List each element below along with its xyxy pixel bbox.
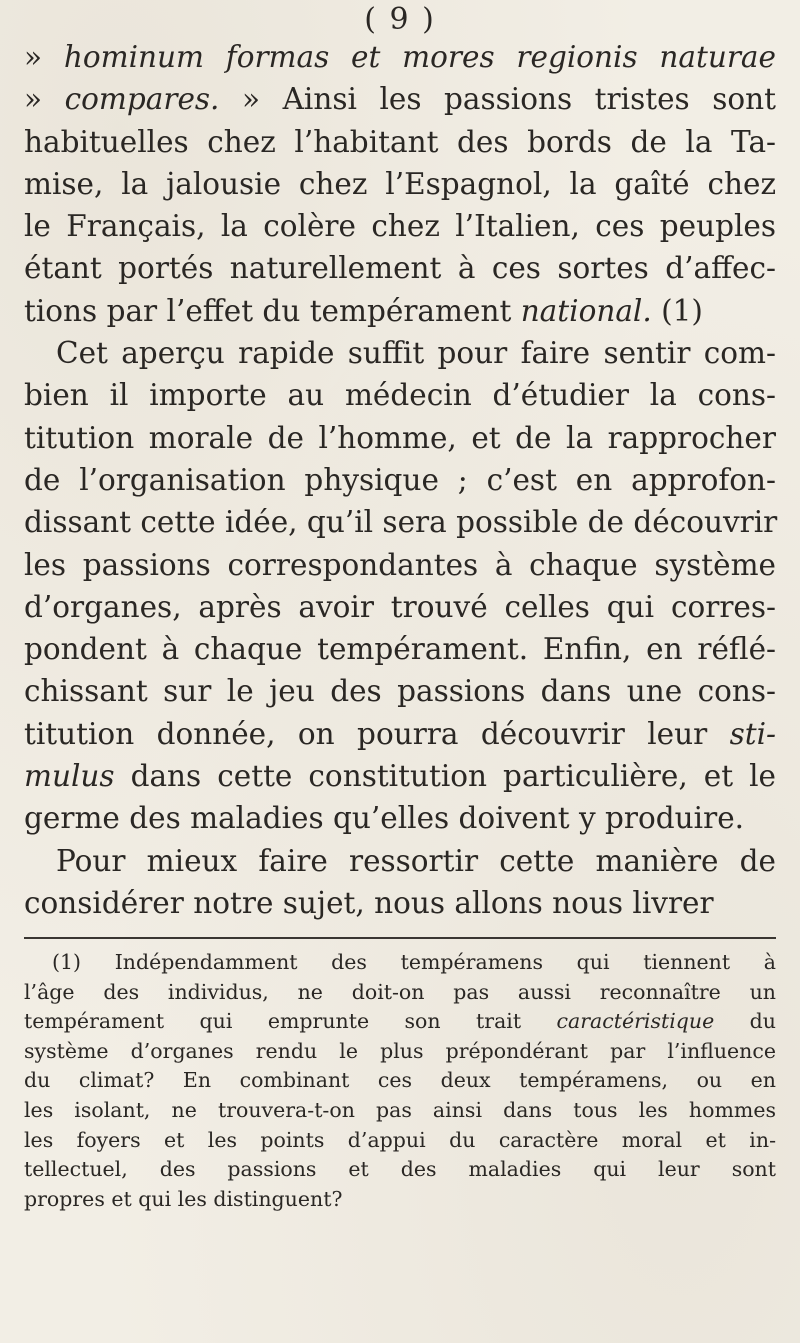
- text-line-19: [24, 797, 776, 839]
- text-line-3: [24, 121, 776, 163]
- text-line-segment: habituelles chez l’habitant des bords de la Ta-: [24, 124, 776, 159]
- text-line-segment: (1): [651, 293, 703, 328]
- text-line-segment: titution morale de l’homme, et de la rapprocher: [24, 420, 776, 455]
- text-line-segment: mise, la jalousie chez l’Espagnol, la gaîté chez: [24, 166, 776, 201]
- text-line-5: [24, 205, 776, 247]
- text-line-segment: »: [24, 40, 64, 74]
- text-line-9: [24, 374, 776, 416]
- text-line-1: [24, 36, 776, 78]
- text-line-segment: sti-: [729, 716, 776, 751]
- footnote-line-segment: du climat? En combinant ces deux tempéramens, ou en: [24, 1068, 776, 1093]
- text-line-segment: Pour mieux faire ressortir cette manière de: [56, 843, 776, 878]
- text-line-4: [24, 163, 776, 205]
- footnote-line-segment: les foyers et les points d’appui du caractère moral et in-: [24, 1127, 776, 1152]
- text-line-segment: de l’organisation physique ; c’est en approfon-: [24, 462, 776, 497]
- text-line-8: [24, 332, 776, 374]
- text-line-segment: dans cette constitution particulière, et le: [114, 759, 776, 794]
- text-line-7: [24, 290, 776, 332]
- footnote-line-8: [24, 1155, 776, 1185]
- text-line-18: [24, 755, 776, 797]
- footnote-line-segment: tellectuel, des passions et des maladies qui leur sont: [24, 1157, 776, 1182]
- text-line-2: [24, 78, 776, 120]
- text-line-segment: dissant cette idée, qu’il sera possible de découvrir: [24, 505, 778, 540]
- text-line-20: [24, 840, 776, 882]
- footnote-line-6: [24, 1096, 776, 1126]
- footnote-line-segment: système d’organes rendu le plus prépondérant par l’influence: [24, 1038, 776, 1063]
- footnote-line-2: [24, 978, 776, 1008]
- text-line-segment: chissant sur le jeu des passions dans une cons-: [24, 674, 776, 709]
- text-line-segment: considérer notre sujet, nous allons nous livrer: [24, 885, 714, 920]
- text-line-14: [24, 586, 776, 628]
- footnote-line-segment: les isolant, ne trouvera-t-on pas ainsi dans tous les hommes: [24, 1097, 776, 1122]
- footnote-line-segment: l’âge des individus, ne doit-on pas aussi reconnaître un: [24, 979, 776, 1004]
- page-number: ( 9 ): [364, 2, 436, 37]
- text-line-segment: compares.: [64, 82, 220, 117]
- text-line-segment: germe des maladies qu’elles doivent y produire.: [24, 801, 745, 836]
- footnote-line-4: [24, 1037, 776, 1067]
- text-line-segment: mulus: [24, 759, 115, 794]
- footnote-separator-rule: [24, 937, 776, 939]
- text-line-segment: » Ainsi les passions tristes sont: [219, 82, 776, 117]
- text-line-segment: tions par l’effet du tempérament: [24, 293, 521, 328]
- footnote-line-segment: (1) Indépendamment des tempéramens qui tiennent à: [52, 950, 776, 974]
- text-line-segment: »: [24, 82, 65, 117]
- footnote-line-9: [24, 1185, 776, 1215]
- text-line-segment: d’organes, après avoir trouvé celles qui corres-: [24, 589, 776, 624]
- footnote-line-segment: du: [714, 1009, 777, 1034]
- footnote-line-segment: propres et qui les distinguent?: [24, 1186, 343, 1211]
- text-line-segment: Cet aperçu rapide suffit pour faire sentir com-: [56, 336, 776, 371]
- text-line-6: [24, 247, 776, 289]
- text-line-16: [24, 670, 776, 712]
- text-line-segment: national.: [520, 293, 652, 328]
- footnote-line-5: [24, 1066, 776, 1096]
- text-line-segment: les passions correspondantes à chaque système: [24, 547, 776, 582]
- footnote-line-7: [24, 1126, 776, 1156]
- main-text-block: [24, 36, 776, 924]
- text-line-15: [24, 628, 776, 670]
- footnote-line-3: [24, 1007, 776, 1037]
- text-line-segment: titution donnée, on pourra découvrir leur: [24, 716, 730, 751]
- footnote-line-segment: tempérament qui emprunte son trait: [24, 1009, 557, 1034]
- text-line-segment: le Français, la colère chez l’Italien, ces peuples: [24, 209, 776, 244]
- text-line-segment: étant portés naturellement à ces sortes d’affec-: [24, 251, 776, 286]
- footnote-line-segment: caractéristique: [556, 1009, 715, 1034]
- text-line-segment: pondent à chaque tempérament. Enfin, en réflé-: [24, 632, 776, 667]
- text-line-17: [24, 713, 776, 755]
- text-line-segment: bien il importe au médecin d’étudier la cons-: [24, 378, 776, 413]
- text-line-21: [24, 882, 776, 924]
- text-line-segment: hominum formas et mores regionis naturae: [63, 40, 776, 74]
- footnote-block: [24, 948, 776, 1214]
- footnote-line-1: [24, 948, 776, 978]
- text-line-13: [24, 544, 776, 586]
- text-line-11: [24, 459, 776, 501]
- text-line-10: [24, 417, 776, 459]
- text-line-12: [24, 501, 776, 543]
